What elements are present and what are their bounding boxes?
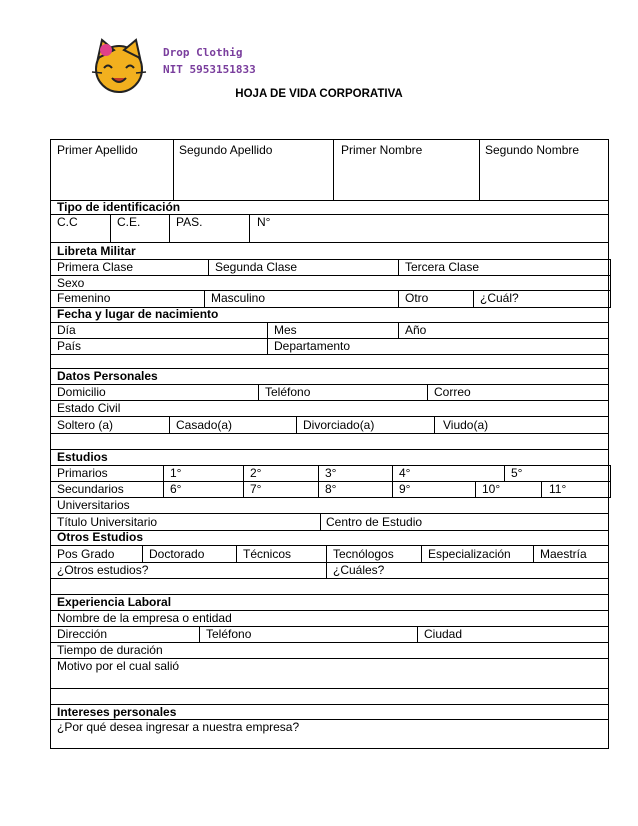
company-nit: NIT 5953151833 xyxy=(163,63,256,76)
table-rule-vertical xyxy=(208,259,209,275)
primer-nombre-field[interactable]: Primer Nombre xyxy=(341,143,423,157)
table-rule-horizontal xyxy=(50,384,609,385)
cual-field[interactable]: ¿Cuál? xyxy=(480,291,519,305)
grado-8-option[interactable]: 8° xyxy=(325,482,337,496)
estudios-heading: Estudios xyxy=(57,450,108,464)
segundo-apellido-field[interactable]: Segundo Apellido xyxy=(179,143,273,157)
titulo-field[interactable]: Título Universitario xyxy=(57,515,158,529)
exp-telefono-field[interactable]: Teléfono xyxy=(206,627,252,641)
table-rule-vertical xyxy=(434,416,435,433)
motivo-field[interactable]: Motivo por el cual salió xyxy=(57,659,180,673)
posgrado-option[interactable]: Pos Grado xyxy=(57,547,115,561)
grado-5-option[interactable]: 5° xyxy=(511,466,523,480)
grado-7-option[interactable]: 7° xyxy=(250,482,262,496)
segundo-nombre-field[interactable]: Segundo Nombre xyxy=(485,143,580,157)
table-rule-vertical xyxy=(169,214,170,242)
identificacion-heading: Tipo de identificación xyxy=(57,200,181,214)
departamento-field[interactable]: Departamento xyxy=(274,339,351,353)
libreta-heading: Libreta Militar xyxy=(57,244,136,258)
table-rule-vertical xyxy=(236,545,237,562)
table-rule-vertical xyxy=(479,139,480,200)
table-rule-horizontal xyxy=(50,688,609,689)
table-rule-horizontal xyxy=(50,497,611,498)
cuales-field[interactable]: ¿Cuáles? xyxy=(333,563,385,577)
divorciado-option[interactable]: Divorciado(a) xyxy=(303,418,375,432)
segunda-clase-option[interactable]: Segunda Clase xyxy=(215,260,298,274)
experiencia-heading: Experiencia Laboral xyxy=(57,595,172,609)
mes-field[interactable]: Mes xyxy=(274,323,297,337)
table-rule-vertical xyxy=(173,139,174,200)
table-rule-vertical xyxy=(398,290,399,307)
table-rule-vertical xyxy=(421,545,422,562)
company-name: Drop Clothig xyxy=(163,46,243,59)
nacimiento-heading: Fecha y lugar de nacimiento xyxy=(57,307,219,321)
table-rule-vertical xyxy=(142,545,143,562)
table-rule-vertical xyxy=(169,416,170,433)
table-rule-horizontal xyxy=(50,626,609,627)
table-rule-vertical xyxy=(504,465,505,481)
domicilio-field[interactable]: Domicilio xyxy=(57,385,106,399)
universitarios-label: Universitarios xyxy=(57,498,130,512)
anio-field[interactable]: Año xyxy=(405,323,427,337)
table-rule-horizontal xyxy=(50,748,609,749)
tercera-clase-option[interactable]: Tercera Clase xyxy=(405,260,480,274)
tiempo-field[interactable]: Tiempo de duración xyxy=(57,643,163,657)
table-rule-horizontal xyxy=(50,433,609,434)
table-rule-horizontal xyxy=(50,322,609,323)
cat-logo-icon xyxy=(88,38,150,94)
pais-field[interactable]: País xyxy=(57,339,82,353)
primera-clase-option[interactable]: Primera Clase xyxy=(57,260,134,274)
ciudad-field[interactable]: Ciudad xyxy=(424,627,463,641)
telefono-field[interactable]: Teléfono xyxy=(265,385,311,399)
table-rule-horizontal xyxy=(50,578,609,579)
empresa-field[interactable]: Nombre de la empresa o entidad xyxy=(57,611,232,625)
otros-estudios-heading: Otros Estudios xyxy=(57,530,144,544)
table-rule-horizontal xyxy=(50,139,609,140)
table-rule-vertical xyxy=(475,481,476,497)
table-rule-vertical xyxy=(610,259,611,307)
datos-heading: Datos Personales xyxy=(57,369,158,383)
company-block xyxy=(163,44,256,78)
table-rule-vertical xyxy=(333,139,334,200)
correo-field[interactable]: Correo xyxy=(434,385,471,399)
cc-option[interactable]: C.C xyxy=(57,215,78,229)
table-rule-vertical xyxy=(320,513,321,530)
table-rule-vertical xyxy=(204,290,205,307)
grado-4-option[interactable]: 4° xyxy=(399,466,411,480)
soltero-option[interactable]: Soltero (a) xyxy=(57,418,114,432)
table-rule-horizontal xyxy=(50,449,609,450)
direccion-field[interactable]: Dirección xyxy=(57,627,108,641)
primarios-label: Primarios xyxy=(57,466,108,480)
table-rule-vertical xyxy=(199,626,200,642)
tecnologos-option[interactable]: Tecnólogos xyxy=(333,547,394,561)
grado-9-option[interactable]: 9° xyxy=(399,482,411,496)
otros-estudios-field[interactable]: ¿Otros estudios? xyxy=(57,563,149,577)
grado-6-option[interactable]: 6° xyxy=(170,482,182,496)
dia-field[interactable]: Día xyxy=(57,323,76,337)
table-rule-horizontal xyxy=(50,275,611,276)
table-rule-vertical xyxy=(296,416,297,433)
intereses-heading: Intereses personales xyxy=(57,705,177,719)
numero-field[interactable]: N° xyxy=(257,215,271,229)
centro-field[interactable]: Centro de Estudio xyxy=(326,515,423,529)
femenino-option[interactable]: Femenino xyxy=(57,291,111,305)
pas-option[interactable]: PAS. xyxy=(176,215,203,229)
table-rule-vertical xyxy=(541,481,542,497)
table-rule-vertical xyxy=(398,322,399,338)
table-rule-horizontal xyxy=(50,354,609,355)
table-rule-horizontal xyxy=(50,400,609,401)
table-rule-vertical xyxy=(427,384,428,400)
table-rule-vertical xyxy=(473,290,474,307)
grado-11-option[interactable]: 11° xyxy=(549,482,567,496)
grado-10-option[interactable]: 10° xyxy=(482,482,501,496)
viudo-option[interactable]: Viudo(a) xyxy=(443,418,489,432)
page-title: HOJA DE VIDA CORPORATIVA xyxy=(235,88,403,100)
table-rule-vertical xyxy=(258,384,259,400)
ce-option[interactable]: C.E. xyxy=(117,215,141,229)
casado-option[interactable]: Casado(a) xyxy=(176,418,233,432)
masculino-option[interactable]: Masculino xyxy=(211,291,266,305)
maestria-option[interactable]: Maestría xyxy=(540,547,587,561)
especializacion-option[interactable]: Especialización xyxy=(428,547,511,561)
sexo-label: Sexo xyxy=(57,276,85,290)
primer-apellido-field[interactable]: Primer Apellido xyxy=(57,143,138,157)
grado-1-option[interactable]: 1° xyxy=(170,466,182,480)
table-rule-vertical xyxy=(417,626,418,642)
table-rule-vertical xyxy=(249,214,250,242)
estado-civil-label: Estado Civil xyxy=(57,401,121,415)
otro-option[interactable]: Otro xyxy=(405,291,429,305)
table-rule-vertical xyxy=(533,545,534,562)
doctorado-option[interactable]: Doctorado xyxy=(149,547,205,561)
table-rule-vertical xyxy=(398,259,399,275)
motivacion-field[interactable]: ¿Por qué desea ingresar a nuestra empresa? xyxy=(57,720,300,734)
tecnicos-option[interactable]: Técnicos xyxy=(243,547,292,561)
grado-3-option[interactable]: 3° xyxy=(325,466,337,480)
secundarios-label: Secundarios xyxy=(57,482,124,496)
grado-2-option[interactable]: 2° xyxy=(250,466,262,480)
table-rule-horizontal xyxy=(50,290,611,291)
table-rule-vertical xyxy=(110,214,111,242)
